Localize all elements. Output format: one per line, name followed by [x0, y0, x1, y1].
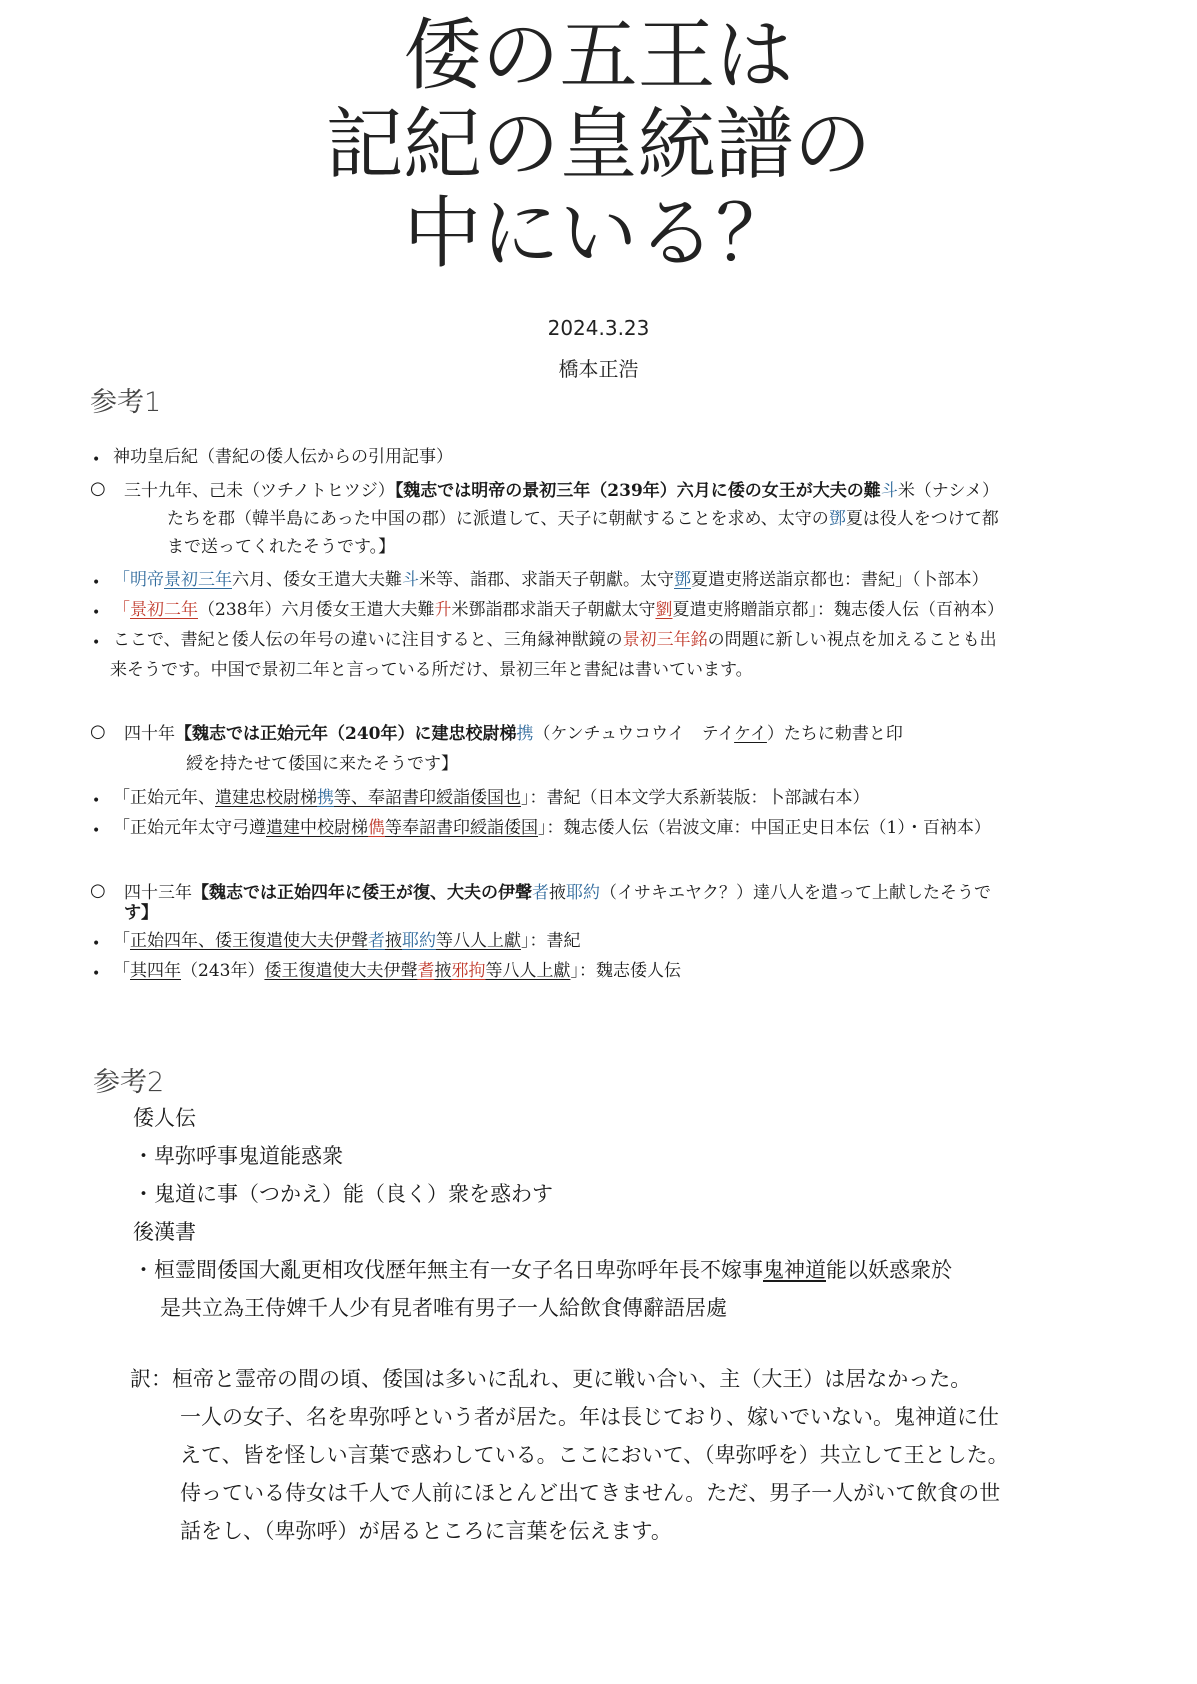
text: 等、奉詔書印綬詣倭国也: [334, 788, 521, 808]
text: （238年）六月倭女王遣大夫難: [198, 600, 435, 620]
ref1-heading: 参考1: [90, 387, 162, 418]
text: 掖: [385, 931, 402, 951]
text: たちを郡（韓半島にあった中国の郡）に派遣して、天子に朝献することを求め、太守の: [167, 509, 829, 529]
text: 等八人上獻: [436, 931, 521, 951]
text: 掖: [549, 883, 566, 903]
text: 斗: [402, 570, 419, 590]
text: 」：書紀: [521, 931, 581, 951]
text: 景初三年: [164, 570, 232, 590]
translation-line1: 訳：桓帝と霊帝の間の頃、倭国は多いに乱れ、更に戦い合い、主（大王）は居なかった。: [130, 1367, 972, 1391]
text: 斗: [880, 481, 898, 501]
translation-line3: えて、皆を怪しい言葉で惑わしている。ここにおいて、（卑弥呼を）共立して王とした。: [180, 1443, 1009, 1467]
text: 遣建中校尉梯: [266, 818, 368, 838]
page-title: [0, 12, 1197, 279]
text: 「: [113, 931, 130, 951]
gokanjo-line1: [133, 1255, 952, 1285]
bullet-dot: •: [92, 452, 101, 468]
ref1-item1-line2: [167, 506, 999, 532]
text: 其四年: [130, 961, 181, 981]
text: 「: [113, 961, 130, 981]
text: 掖: [434, 961, 452, 981]
text: 三十九年、己未（ツチノトヒツジ）: [124, 481, 395, 501]
text: 耶約: [402, 931, 436, 951]
text: 」：魏志倭人伝: [570, 961, 681, 981]
quote-gishi-1: [113, 597, 1004, 623]
text: 遣建忠校尉梯: [215, 788, 317, 808]
text: ここで、書紀と倭人伝の年号の違いに注目すると、三角縁神獣鏡の: [113, 630, 623, 650]
text: 夏遣吏將送詣京都也：書紀」（卜部本）: [691, 570, 989, 590]
text: 者: [368, 931, 385, 951]
bullet-dot: •: [92, 936, 101, 952]
circle-marker: ○: [90, 721, 106, 742]
text: （ケンチュウコウイ テイ: [533, 724, 735, 744]
text: 邪拘: [451, 961, 486, 981]
ref1-item3-line1: [124, 880, 991, 906]
title-line-2: 記紀の皇統譜の: [325, 100, 872, 190]
text: 能以妖惑衆於: [826, 1258, 952, 1282]
text: 」：魏志倭人伝（岩波文庫：中国正史日本伝（1）・百衲本）: [538, 818, 991, 838]
text: 六月、倭女王遣大夫難: [232, 570, 402, 590]
text: 景初三年銘: [622, 630, 708, 650]
circle-marker: ○: [90, 478, 106, 499]
text: の問題に新しい視点を加えることも出: [707, 630, 997, 650]
bullet-dot: •: [92, 823, 101, 839]
text: 「: [113, 570, 130, 590]
text: 耆: [417, 961, 435, 981]
gokanjo-line2: 是共立為王侍婢千人少有見者唯有男子一人給飲食傳辭語居處: [160, 1296, 727, 1320]
quote-shoki-3: [113, 928, 581, 954]
translation-line5: 話をし、（卑弥呼）が居るところに言葉を伝えます。: [180, 1519, 672, 1543]
ref1-item2-line2: 綬を持たせて倭国に来たそうです】: [186, 754, 458, 774]
text: （243年）: [181, 961, 265, 981]
wajinden-quote: ・卑弥呼事鬼道能惑衆: [133, 1144, 343, 1168]
quote-gishi-3: [113, 958, 681, 984]
circle-marker: ○: [90, 880, 106, 901]
text: 四十三年: [124, 883, 192, 903]
text: 耶約: [566, 883, 600, 903]
date: 2024.3.23: [547, 316, 650, 340]
quote-shoki-1: [113, 567, 989, 593]
bullet-dot: •: [92, 793, 101, 809]
text: 劉: [655, 600, 673, 620]
text: 正始四年、倭王復遣使大夫伊聲: [130, 931, 368, 951]
text: 等奉詔書印綬詣倭国: [385, 818, 538, 838]
bullet-dot: •: [92, 605, 101, 621]
text: 鄧: [674, 570, 691, 590]
text: 「: [113, 600, 130, 620]
gokanjo-label: 後漢書: [133, 1220, 196, 1244]
author: 橋本正浩: [558, 357, 639, 381]
bullet-dot: •: [92, 575, 101, 591]
wajinden-reading: ・鬼道に事（つかえ）能（良く）衆を惑わす: [133, 1182, 553, 1206]
ref1-item3-line2: す】: [124, 903, 158, 923]
translation-line4: 侍っている侍女は千人で人前にほとんど出てきません。ただ、男子一人がいて飲食の世: [180, 1481, 1001, 1505]
text: 【魏志では明帝の景初三年（239年）六月に倭の女王が大夫の難: [394, 481, 881, 501]
text: （イサキエヤク？）達八人を遣って上献したそうで: [600, 883, 991, 903]
note-line1: [113, 627, 997, 653]
ref1-item1-line1: [124, 478, 999, 504]
quote-gishi-2: [113, 815, 991, 841]
text: 携: [516, 724, 534, 744]
ref1-intro: 神功皇后紀（書紀の倭人伝からの引用記事）: [113, 447, 453, 467]
ref2-heading: 参考2: [93, 1067, 165, 1098]
text: 者: [532, 883, 549, 903]
text: 倭王復遣使大夫伊聲: [264, 961, 418, 981]
translation-line2: 一人の女子、名を卑弥呼という者が居た。年は長じており、嫁いでいない。鬼神道に仕: [180, 1405, 999, 1429]
quote-shoki-2: [113, 785, 870, 811]
text: 夏は役人をつけて都: [845, 509, 999, 529]
text: 米等、詣郡、求詣天子朝獻。太守: [419, 570, 674, 590]
text: 【魏志では正始四年に倭王が復、大夫の伊聲: [192, 883, 532, 903]
text: ・桓霊間倭国大亂更相攻伐歴年無主有一女子名日卑弥呼年長不嫁事: [133, 1258, 763, 1282]
text: 「正始元年、: [113, 788, 215, 808]
text: 【魏志では正始元年（240年）に建忠校尉梯: [175, 724, 517, 744]
text: 携: [317, 788, 334, 808]
text: ）たちに勅書と印: [766, 724, 903, 744]
text: 「正始元年太守弓遵: [113, 818, 266, 838]
title-line-3: 中にいる？: [403, 189, 794, 279]
text: 明帝: [130, 570, 164, 590]
text: 四十年: [124, 724, 175, 744]
text: 景初二年: [130, 600, 198, 620]
text: 鬼神道: [763, 1258, 826, 1282]
text: 米鄧詣郡求詣天子朝獻太守: [451, 600, 656, 620]
bullet-dot: •: [92, 966, 101, 982]
ref1-item1-line3: まで送ってくれたそうです。】: [167, 537, 396, 557]
text: 」：書紀（日本文学大系新装版：卜部誠右本）: [521, 788, 870, 808]
ref1-item2-line1: [124, 721, 903, 747]
text: 等八人上獻: [485, 961, 571, 981]
text: ケイ: [734, 724, 767, 744]
bullet-dot: •: [92, 635, 101, 651]
text: 升: [434, 600, 452, 620]
text: 儁: [368, 818, 385, 838]
wajinden-label: 倭人伝: [133, 1106, 196, 1130]
text: 米（ナシメ）: [897, 481, 999, 501]
title-line-1: 倭の五王は: [403, 11, 794, 101]
text: 鄧: [828, 509, 846, 529]
note-line2: 来そうです。中国で景初二年と言っている所だけ、景初三年と書紀は書いています。: [110, 660, 753, 680]
text: 夏遣吏將贈詣京都」：魏志倭人伝（百衲本）: [672, 600, 1004, 620]
